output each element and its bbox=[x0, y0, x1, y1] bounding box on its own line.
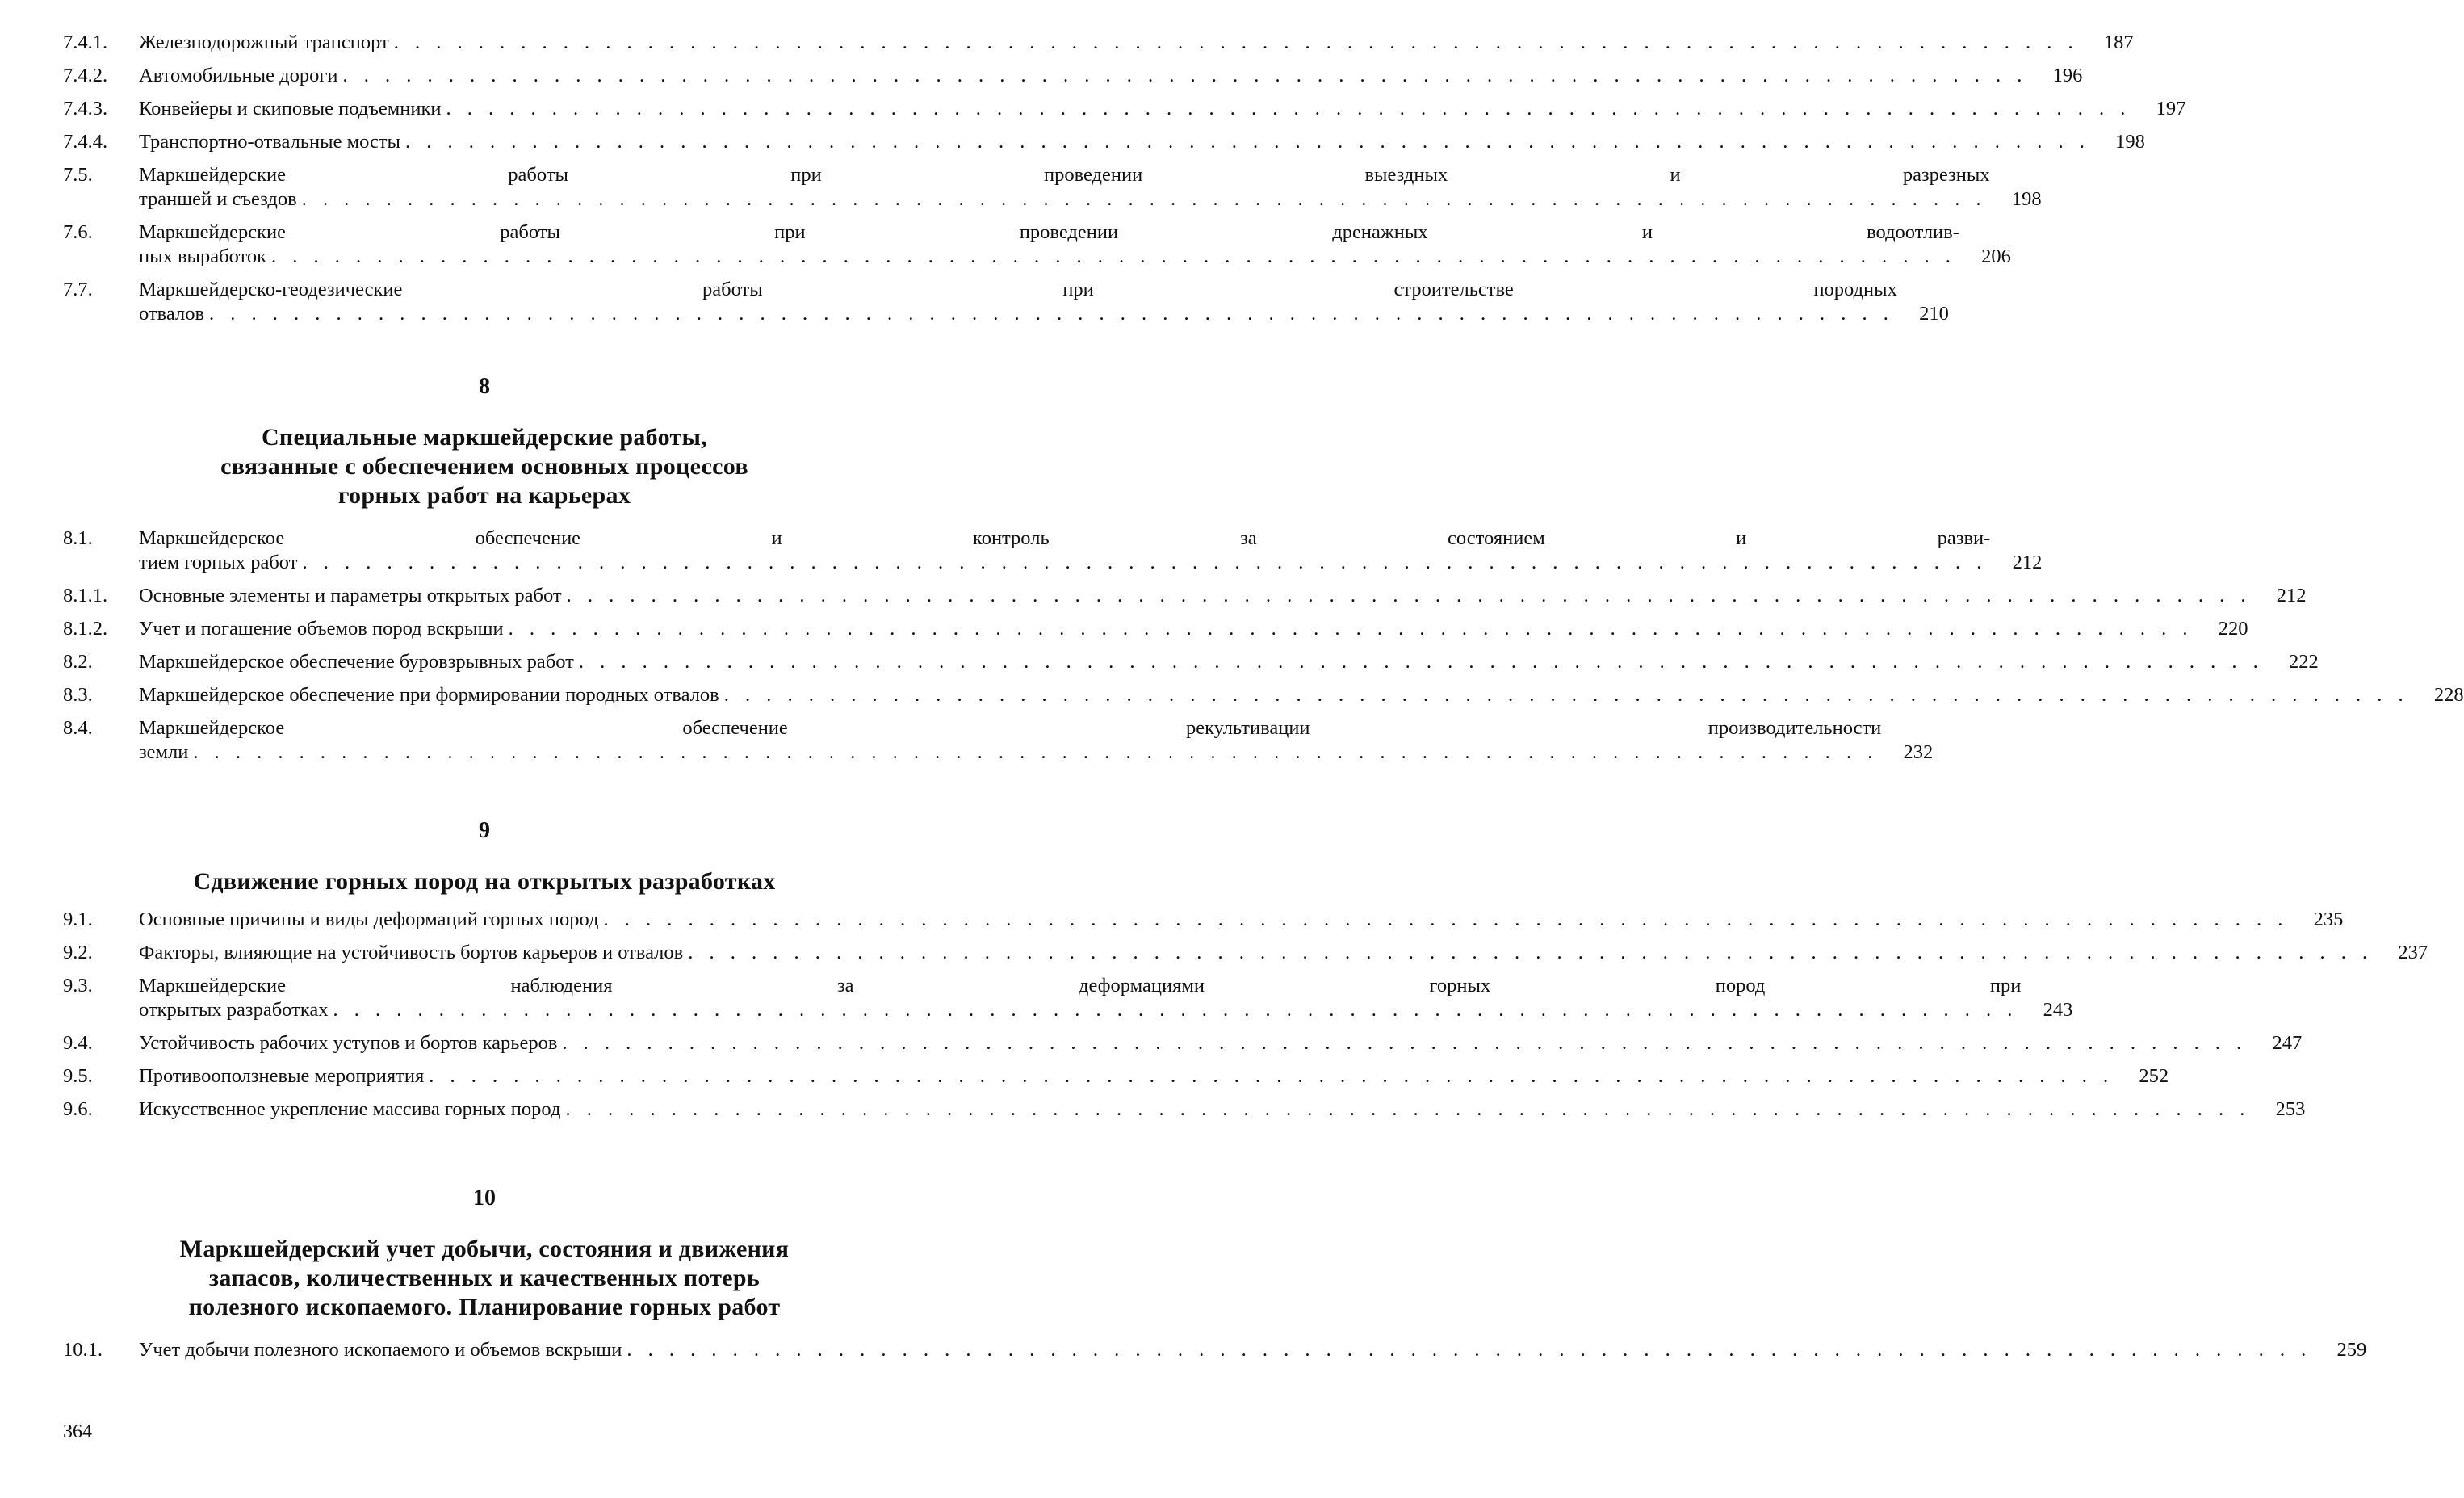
toc-entry-number: 9.6. bbox=[63, 1098, 93, 1120]
toc-entry-body bbox=[139, 1064, 2169, 1089]
toc-entry bbox=[63, 941, 2428, 965]
toc-entry-body bbox=[139, 163, 2042, 212]
toc-entry-title: открытых разработках bbox=[139, 999, 329, 1021]
toc-entry-page: 212 bbox=[2259, 584, 2306, 608]
toc-entry bbox=[63, 278, 1949, 326]
toc-entry-page: 187 bbox=[2087, 31, 2134, 55]
toc-entry-page: 232 bbox=[1886, 741, 1933, 765]
toc-entry bbox=[63, 974, 2073, 1022]
toc-entry-title: Маркшейдерские наблюдения за деформациями горных пород при bbox=[139, 975, 2022, 997]
toc-entry-number: 7.5. bbox=[63, 164, 93, 186]
toc-entry-page: 198 bbox=[1995, 187, 2042, 212]
toc-section-9 bbox=[63, 908, 2428, 1131]
dot-leader: . . . . . . . . . . . . . . . . . . . . . . . . . . . . . . . . . . . . . . . . . . . . . . . . . . . . . . . . . . . . . . . . . . . . . . . . . . . . . . . . bbox=[626, 1339, 2312, 1361]
chapter-title bbox=[105, 1235, 864, 1322]
toc-entry-title: Маркшейдерское обеспечение и контроль за состоянием и разви- bbox=[139, 527, 1991, 549]
toc-entry-body bbox=[139, 1097, 2305, 1122]
chapter-title bbox=[105, 867, 864, 896]
dot-leader: . . . . . . . . . . . . . . . . . . . . . . . . . . . . . . . . . . . . . . . . . . . . . . . . . . . . . . . . . . . . . . . . . . . . . . . . . . . . . . . . bbox=[562, 1032, 2248, 1054]
toc-entry-title: Основные элементы и параметры открытых работ bbox=[139, 585, 562, 606]
toc-entry-page: 198 bbox=[2098, 130, 2145, 154]
toc-entry-page: 210 bbox=[1902, 302, 1949, 326]
chapter-title-line: запасов, количественных и качественных потерь bbox=[208, 1265, 761, 1291]
toc-section-7 bbox=[63, 31, 2186, 335]
toc-entry-title: Железнодорожный транспорт bbox=[139, 31, 389, 53]
toc-entry-number: 9.1. bbox=[63, 908, 93, 930]
toc-entry bbox=[63, 527, 2043, 575]
toc-entry bbox=[63, 130, 2145, 154]
dot-leader: . . . . . . . . . . . . . . . . . . . . . . . . . . . . . . . . . . . . . . . . . . . . . . . . . . . . . . . . . . . . . . . . . . . . . . . . . . . . . . . . bbox=[209, 303, 1894, 325]
toc-entry bbox=[63, 1031, 2303, 1055]
toc-entry-title: Маркшейдерское обеспечение рекультивации производительности bbox=[139, 717, 1882, 739]
toc-entry-body bbox=[139, 220, 2011, 269]
toc-section-8 bbox=[63, 527, 2464, 774]
toc-entry-title: Маркшейдерско-геодезические работы при строительстве породных bbox=[139, 279, 1897, 300]
toc-entry-title: земли bbox=[139, 741, 189, 763]
toc-entry-number: 7.4.4. bbox=[63, 131, 108, 153]
toc-entry bbox=[63, 163, 2042, 212]
toc-entry bbox=[63, 220, 2011, 269]
toc-entry-body bbox=[139, 974, 2072, 1022]
toc-entry bbox=[63, 31, 2134, 55]
toc-entry-title: Конвейеры и скиповые подъемники bbox=[139, 98, 442, 120]
toc-entry-page: 253 bbox=[2258, 1097, 2305, 1122]
toc-entry-title: траншей и съездов bbox=[139, 188, 297, 210]
dot-leader: . . . . . . . . . . . . . . . . . . . . . . . . . . . . . . . . . . . . . . . . . . . . . . . . . . . . . . . . . . . . . . . . . . . . . . . . . . . . . . . . bbox=[193, 741, 1879, 763]
toc-entry-title: отвалов bbox=[139, 303, 205, 325]
dot-leader: . . . . . . . . . . . . . . . . . . . . . . . . . . . . . . . . . . . . . . . . . . . . . . . . . . . . . . . . . . . . . . . . . . . . . . . . . . . . . . . . bbox=[565, 1098, 2251, 1120]
toc-entry-title: Маркшейдерское обеспечение буровзрывных работ bbox=[139, 651, 574, 673]
toc-entry-body bbox=[139, 683, 2464, 707]
toc-entry bbox=[63, 1064, 2169, 1089]
toc-entry-page: 212 bbox=[1995, 551, 2042, 575]
toc-entry-page: 222 bbox=[2272, 650, 2319, 674]
chapter-number: 10 bbox=[473, 1185, 496, 1211]
toc-entry bbox=[63, 617, 2248, 641]
toc-entry-title: Противооползневые мероприятия bbox=[139, 1065, 425, 1087]
toc-entry-page: 228 bbox=[2417, 683, 2464, 707]
toc-entry-body bbox=[139, 130, 2145, 154]
chapter-title-line: Специальные маркшейдерские работы, bbox=[261, 424, 708, 451]
dot-leader: . . . . . . . . . . . . . . . . . . . . . . . . . . . . . . . . . . . . . . . . . . . . . . . . . . . . . . . . . . . . . . . . . . . . . . . . . . . . . . . . bbox=[723, 684, 2409, 706]
toc-entry bbox=[63, 64, 2083, 88]
toc-entry-title: Основные причины и виды деформаций горных пород bbox=[139, 908, 599, 930]
toc-entry bbox=[63, 97, 2186, 121]
toc-entry-body bbox=[139, 1338, 2366, 1362]
toc-entry bbox=[63, 650, 2319, 674]
toc-entry-number: 8.1. bbox=[63, 527, 93, 549]
dot-leader: . . . . . . . . . . . . . . . . . . . . . . . . . . . . . . . . . . . . . . . . . . . . . . . . . . . . . . . . . . . . . . . . . . . . . . . . . . . . . . . . bbox=[446, 98, 2131, 120]
chapter-title-line: Сдвижение горных пород на открытых разработках bbox=[193, 868, 776, 895]
toc-entry-body bbox=[139, 31, 2134, 55]
toc-entry-number: 8.1.2. bbox=[63, 618, 108, 640]
toc-entry-number: 8.3. bbox=[63, 684, 93, 706]
toc-entry-body bbox=[139, 941, 2428, 965]
chapter-title-line: полезного ископаемого. Планирование горных работ bbox=[188, 1294, 781, 1320]
toc-entry-number: 10.1. bbox=[63, 1339, 103, 1361]
toc-entry-title: тием горных работ bbox=[139, 552, 298, 573]
dot-leader: . . . . . . . . . . . . . . . . . . . . . . . . . . . . . . . . . . . . . . . . . . . . . . . . . . . . . . . . . . . . . . . . . . . . . . . . . . . . . . . . bbox=[301, 188, 1987, 210]
toc-entry-body bbox=[139, 584, 2306, 608]
toc-entry bbox=[63, 716, 1934, 765]
toc-section-10 bbox=[63, 1338, 2367, 1371]
toc-entry-page: 220 bbox=[2201, 617, 2248, 641]
toc-entry-title: Транспортно-отвальные мосты bbox=[139, 131, 401, 153]
dot-leader: . . . . . . . . . . . . . . . . . . . . . . . . . . . . . . . . . . . . . . . . . . . . . . . . . . . . . . . . . . . . . . . . . . . . . . . . . . . . . . . . bbox=[405, 131, 2090, 153]
toc-entry-number: 8.4. bbox=[63, 717, 93, 739]
toc-entry-number: 7.4.1. bbox=[63, 31, 108, 53]
toc-entry-page: 252 bbox=[2122, 1064, 2169, 1089]
toc-entry-title: Автомобильные дороги bbox=[139, 65, 338, 86]
dot-leader: . . . . . . . . . . . . . . . . . . . . . . . . . . . . . . . . . . . . . . . . . . . . . . . . . . . . . . . . . . . . . . . . . . . . . . . . . . . . . . . . bbox=[333, 999, 2018, 1021]
dot-leader: . . . . . . . . . . . . . . . . . . . . . . . . . . . . . . . . . . . . . . . . . . . . . . . . . . . . . . . . . . . . . . . . . . . . . . . . . . . . . . . . bbox=[566, 585, 2252, 606]
dot-leader: . . . . . . . . . . . . . . . . . . . . . . . . . . . . . . . . . . . . . . . . . . . . . . . . . . . . . . . . . . . . . . . . . . . . . . . . . . . . . . . . bbox=[578, 651, 2264, 673]
toc-entry-title: ных выработок bbox=[139, 245, 267, 267]
toc-entry-title: Факторы, влияющие на устойчивость бортов карьеров и отвалов bbox=[139, 942, 684, 963]
toc-entry bbox=[63, 1097, 2306, 1122]
toc-entry-page: 206 bbox=[1964, 245, 2011, 269]
toc-entry-title: Учет добычи полезного ископаемого и объемов вскрыши bbox=[139, 1339, 622, 1361]
dot-leader: . . . . . . . . . . . . . . . . . . . . . . . . . . . . . . . . . . . . . . . . . . . . . . . . . . . . . . . . . . . . . . . . . . . . . . . . . . . . . . . . bbox=[302, 552, 1988, 573]
chapter-number: 9 bbox=[479, 818, 490, 843]
toc-entry bbox=[63, 1338, 2367, 1362]
toc-entry-page: 197 bbox=[2139, 97, 2185, 121]
toc-entry-title: Маркшейдерские работы при проведении дренажных и водоотлив- bbox=[139, 221, 1959, 243]
dot-leader: . . . . . . . . . . . . . . . . . . . . . . . . . . . . . . . . . . . . . . . . . . . . . . . . . . . . . . . . . . . . . . . . . . . . . . . . . . . . . . . . bbox=[688, 942, 2374, 963]
chapter-title bbox=[105, 423, 864, 510]
dot-leader: . . . . . . . . . . . . . . . . . . . . . . . . . . . . . . . . . . . . . . . . . . . . . . . . . . . . . . . . . . . . . . . . . . . . . . . . . . . . . . . . bbox=[271, 245, 1956, 267]
chapter-title-line: связанные с обеспечением основных процессов bbox=[220, 453, 748, 480]
chapter-9-heading bbox=[105, 817, 864, 896]
toc-entry-number: 7.4.2. bbox=[63, 65, 108, 86]
toc-entry bbox=[63, 908, 2344, 932]
toc-entry-number: 7.6. bbox=[63, 221, 93, 243]
chapter-number: 8 bbox=[479, 374, 490, 399]
chapter-title-line: Маркшейдерский учет добычи, состояния и движения bbox=[179, 1236, 790, 1262]
toc-entry-page: 259 bbox=[2319, 1338, 2366, 1362]
toc-entry bbox=[63, 683, 2464, 707]
toc-entry-number: 7.4.3. bbox=[63, 98, 108, 120]
toc-entry-page: 235 bbox=[2296, 908, 2343, 932]
toc-entry-number: 9.2. bbox=[63, 942, 93, 963]
toc-entry bbox=[63, 584, 2307, 608]
toc-entry-number: 8.2. bbox=[63, 651, 93, 673]
toc-entry-number: 9.3. bbox=[63, 975, 93, 997]
dot-leader: . . . . . . . . . . . . . . . . . . . . . . . . . . . . . . . . . . . . . . . . . . . . . . . . . . . . . . . . . . . . . . . . . . . . . . . . . . . . . . . . bbox=[429, 1065, 2114, 1087]
dot-leader: . . . . . . . . . . . . . . . . . . . . . . . . . . . . . . . . . . . . . . . . . . . . . . . . . . . . . . . . . . . . . . . . . . . . . . . . . . . . . . . . bbox=[603, 908, 2289, 930]
toc-entry-page: 243 bbox=[2026, 998, 2072, 1022]
toc-entry-body bbox=[139, 97, 2185, 121]
toc-entry-number: 7.7. bbox=[63, 279, 93, 300]
toc-entry-body bbox=[139, 1031, 2302, 1055]
dot-leader: . . . . . . . . . . . . . . . . . . . . . . . . . . . . . . . . . . . . . . . . . . . . . . . . . . . . . . . . . . . . . . . . . . . . . . . . . . . . . . . . bbox=[508, 618, 2194, 640]
toc-entry-body bbox=[139, 908, 2343, 932]
chapter-title-line: горных работ на карьерах bbox=[337, 482, 631, 509]
page-number: 364 bbox=[63, 1421, 92, 1442]
toc-entry-body bbox=[139, 64, 2082, 88]
toc-entry-body bbox=[139, 617, 2248, 641]
toc-entry-title: Искусственное укрепление массива горных пород bbox=[139, 1098, 561, 1120]
chapter-8-heading bbox=[105, 373, 864, 510]
dot-leader: . . . . . . . . . . . . . . . . . . . . . . . . . . . . . . . . . . . . . . . . . . . . . . . . . . . . . . . . . . . . . . . . . . . . . . . . . . . . . . . . bbox=[393, 31, 2079, 53]
toc-entry-body bbox=[139, 527, 2042, 575]
toc-entry-page: 247 bbox=[2255, 1031, 2302, 1055]
toc-entry-body bbox=[139, 716, 1933, 765]
toc-entry-number: 8.1.1. bbox=[63, 585, 108, 606]
toc-entry-title: Учет и погашение объемов пород вскрыши bbox=[139, 618, 504, 640]
toc-entry-body bbox=[139, 278, 1949, 326]
toc-entry-title: Маркшейдерские работы при проведении выездных и разрезных bbox=[139, 164, 1990, 186]
dot-leader: . . . . . . . . . . . . . . . . . . . . . . . . . . . . . . . . . . . . . . . . . . . . . . . . . . . . . . . . . . . . . . . . . . . . . . . . . . . . . . . . bbox=[342, 65, 2028, 86]
toc-entry-body bbox=[139, 650, 2319, 674]
toc-entry-number: 9.4. bbox=[63, 1032, 93, 1054]
toc-entry-title: Устойчивость рабочих уступов и бортов карьеров bbox=[139, 1032, 558, 1054]
toc-entry-page: 237 bbox=[2381, 941, 2428, 965]
toc-entry-number: 9.5. bbox=[63, 1065, 93, 1087]
toc-entry-title: Маркшейдерское обеспечение при формировании породных отвалов bbox=[139, 684, 719, 706]
chapter-10-heading bbox=[105, 1185, 864, 1322]
toc-entry-page: 196 bbox=[2035, 64, 2082, 88]
